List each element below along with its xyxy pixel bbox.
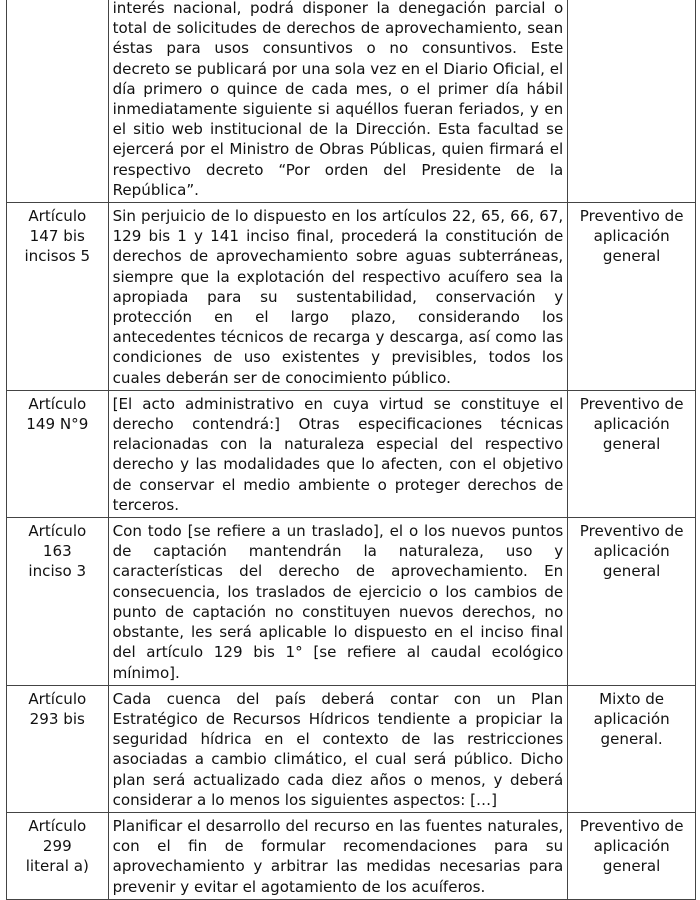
article-line: literal a) — [25, 857, 89, 876]
classification-cell — [568, 812, 696, 899]
classification-line: Preventivo de — [579, 394, 684, 413]
classification-cell — [568, 685, 696, 812]
article-text: Sin perjuicio de lo dispuesto en los artículos 22, 65, 66, 67, 129 bis 1 y 141 inciso final, procederá la constitución de derechos de aprovechamiento sobre aguas subterráneas, siempre que la explotación del respectivo acuífero sea la apropiada para su sustentabilidad, conservación y protección en el largo plazo, considerando los antecedentes técnicos de recarga y descarga, así como las condiciones de uso existentes y previsibles, todos los cuales deberán ser de conocimiento público. — [108, 203, 568, 391]
classification-cell — [568, 390, 696, 517]
article-line: Artículo — [28, 689, 87, 708]
article-line: Artículo — [28, 207, 87, 226]
classification-line: general — [602, 247, 661, 266]
table-row — [7, 812, 696, 899]
article-cell — [7, 203, 109, 391]
table-row — [7, 685, 696, 812]
article-text: interés nacional, podrá disponer la denegación parcial o total de solicitudes de derechos de aprovechamiento, sean éstas para usos consuntivos o no consuntivos. Este decreto se publicará por una sola vez en el Diario Oficial, el día primero o quince de cada mes, o el primer día hábil inmediatamente siguiente si aquéllos fueran feriados, y en el sitio web institucional de la Dirección. Esta facultad se ejercerá por el Ministro de Obras Públicas, quien firmará el respectivo decreto “Por orden del Presidente de la República”. — [108, 0, 568, 203]
classification-line: aplicación — [593, 709, 670, 728]
classification-line: aplicación — [593, 542, 670, 561]
table-row — [7, 0, 696, 203]
article-text: Cada cuenca del país deberá contar con un Plan Estratégico de Recursos Hídricos tendiente a propiciar la seguridad hídrica en el contexto de las restricciones asociadas a cambio climático, el cual será público. Dicho plan será actualizado cada diez años o menos, y deberá considerar a lo menos los siguientes aspectos: […] — [108, 685, 568, 812]
table-row — [7, 518, 696, 686]
article-line: 293 bis — [29, 709, 85, 728]
article-cell — [7, 685, 109, 812]
table-row — [7, 390, 696, 517]
classification-line: general — [602, 857, 661, 876]
article-line: incisos 5 — [24, 247, 91, 266]
classification-cell — [568, 518, 696, 686]
article-line: Artículo — [28, 394, 87, 413]
classification-line: Preventivo de — [579, 207, 684, 226]
articles-table — [6, 0, 696, 900]
classification-line: aplicación — [593, 227, 670, 246]
classification-line: general — [602, 562, 661, 581]
article-line: 163 — [42, 542, 72, 561]
article-line: 299 — [42, 837, 72, 856]
article-line: Artículo — [28, 816, 87, 835]
article-cell — [7, 518, 109, 686]
classification-line: general — [602, 435, 661, 454]
article-cell — [7, 390, 109, 517]
article-text: Con todo [se refiere a un traslado], el o los nuevos puntos de captación mantendrán la naturaleza, uso y características del derecho de aprovechamiento. En consecuencia, los traslados de ejercicio o los cambios de punto de captación no constituyen nuevos derechos, no obstante, les será aplicable lo dispuesto en el inciso final del artículo 129 bis 1° [se refiere al caudal ecológico mínimo]. — [108, 518, 568, 686]
article-line: 149 N°9 — [26, 415, 89, 434]
table-row — [7, 203, 696, 391]
article-cell — [7, 0, 109, 203]
article-line: 147 bis — [29, 227, 85, 246]
article-line: inciso 3 — [28, 562, 87, 581]
classification-line: Mixto de — [599, 689, 665, 708]
classification-cell — [568, 203, 696, 391]
article-text: Planificar el desarrollo del recurso en las fuentes naturales, con el fin de formular recomendaciones para su aprovechamiento y arbitrar las medidas necesarias para prevenir y evitar el agotamiento de los acuíferos. — [108, 812, 568, 899]
article-cell — [7, 812, 109, 899]
article-text: [El acto administrativo en cuya virtud se constituye el derecho contendrá:] Otras especificaciones técnicas relacionadas con la naturaleza especial del respectivo derecho y las modalidades que lo afecten, con el objetivo de conservar el medio ambiente o proteger derechos de terceros. — [108, 390, 568, 517]
classification-line: aplicación — [593, 837, 670, 856]
classification-line: aplicación — [593, 415, 670, 434]
classification-line: Preventivo de — [579, 522, 684, 541]
article-line: Artículo — [28, 522, 87, 541]
classification-cell — [568, 0, 696, 203]
classification-line: general. — [600, 730, 663, 749]
classification-line: Preventivo de — [579, 816, 684, 835]
